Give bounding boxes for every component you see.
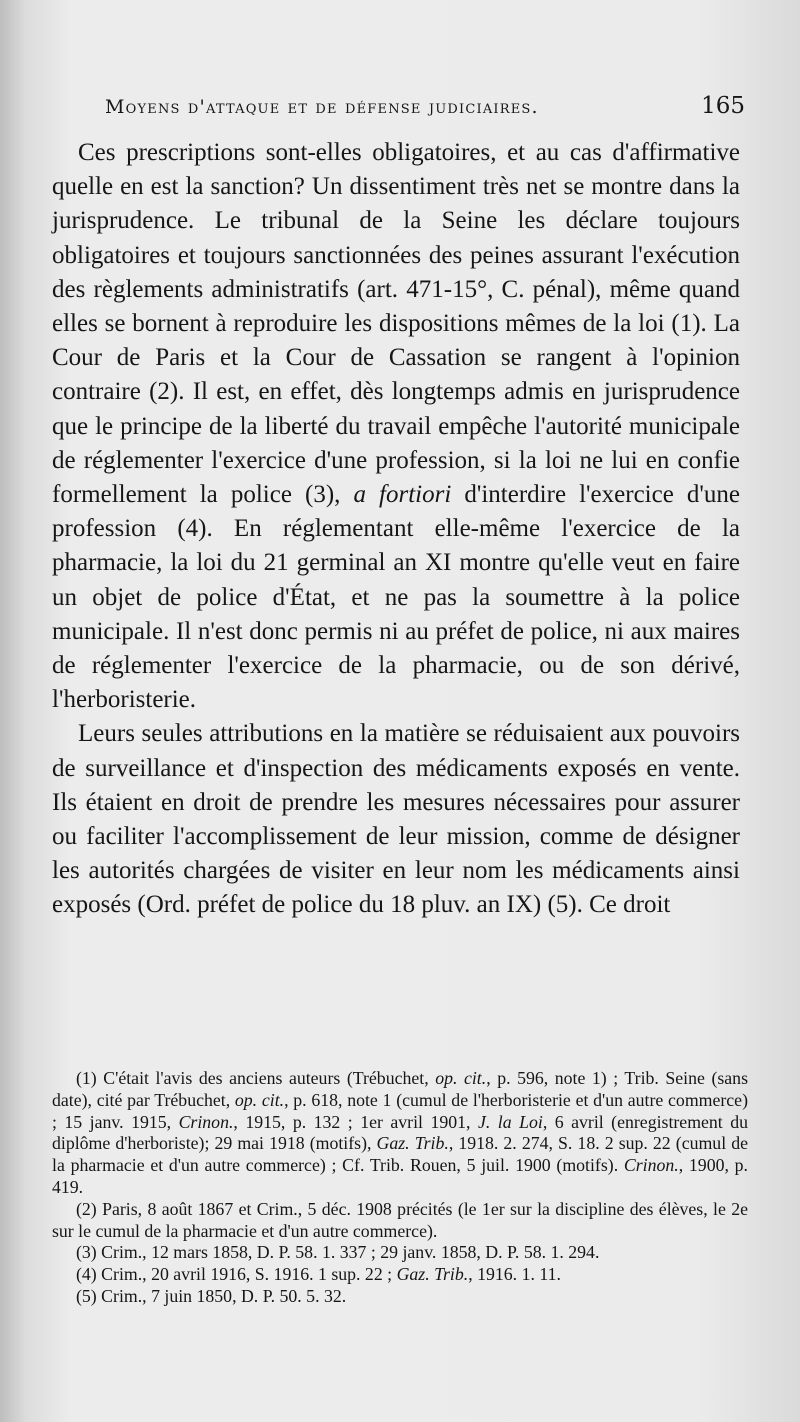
fn1-part: , p. 618, note 1 (cumul de l'herboristerie et d'un autre commerce) ; 15 janv. 1915, <box>52 1089 748 1132</box>
paragraph-1-tail: d'interdire l'exercice d'une profession (4). En réglementant elle-même l'exercice de la pharmacie, la loi du 21 germinal an XI montre qu'elle veut en faire un objet de police d'État, et ne pas la soumettre à la police municipale. Il n'est donc permis ni au préfet de police, ni aux maires de réglementer l'exercice de la pharmacie, ou de son dérivé, l'herboristerie. <box>52 481 740 714</box>
fn1-part: , p. 596, note 1) ; Trib. Seine (sans date), cité par Trébuchet, <box>52 1068 748 1110</box>
fn1-part: , 1918. 2. 274, S. 18. 2 sup. 22 (cumul de la pharmacie et d'un autre commerce) ; Cf. Trib. Rouen, 5 juil. 1900 (motifs). <box>52 1133 748 1176</box>
fn1-part: , 1900, p. 419. <box>52 1155 748 1197</box>
main-text <box>52 136 740 923</box>
fn1-italic: Crinon. <box>178 1111 234 1132</box>
footnotes <box>52 1068 748 1308</box>
footnote-1 <box>52 1068 748 1199</box>
footnote-2: (2) Paris, 8 août 1867 et Crim., 5 déc. 1908 précités (le 1er sur la discipline des élèves, le 2e sur le cumul de la pharmacie et d'un autre commerce). <box>52 1198 748 1241</box>
fn1-italic: op. cit. <box>435 1068 487 1088</box>
footnote-4 <box>52 1264 748 1286</box>
running-header <box>105 93 745 119</box>
footnote-5: (5) Crim., 7 juin 1850, D. P. 50. 5. 32. <box>76 1285 347 1306</box>
footnote-3: (3) Crim., 12 mars 1858, D. P. 58. 1. 337 ; 29 janv. 1858, D. P. 58. 1. 294. <box>76 1242 600 1263</box>
a-fortiori-italic: a fortiori <box>353 481 452 509</box>
fn1-part: (1) C'était l'avis des anciens auteurs (Trébuchet, <box>76 1068 436 1088</box>
paragraph-1-text: Ces prescriptions sont-elles obligatoires, et au cas d'affirmative quelle en est la sanction? Un dissentiment très net se montre dans la jurisprudence. Le tribunal de la Seine les déclare toujours obligatoires et toujours sanctionnées des peines assurant l'exécution des règlements administratifs (art. 471-15°, C. pénal), même quand elles se bornent à reproduire les dispositions mêmes de la loi (1). La Cour de Paris et la Cour de Cassation se rangent à l'opinion contraire (2). Il est, en effet, dès longtemps admis en jurisprudence que le principe de la liberté du travail empêche l'autorité municipale de réglementer l'exercice d'une profession, si la loi ne lui en confie formellement la police (3), <box>52 139 740 509</box>
fn1-italic: op. cit. <box>234 1089 285 1110</box>
fn4-part: , 1916. 1. 11. <box>468 1264 561 1285</box>
paragraph-2: Leurs seules attributions en la matière se réduisaient aux pouvoirs de surveillance et d'inspection des médicaments exposés en vente. Ils étaient en droit de prendre les mesures nécessaires pour assurer ou faciliter l'accomplissement de leur mission, comme de désigner les autorités chargées de visiter en leur nom les médicaments ainsi exposés (Ord. préfet de police du 18 pluv. an IX) (5). Ce droit <box>52 720 740 919</box>
fn1-italic: J. la Loi <box>477 1111 543 1132</box>
fn4-part: (4) Crim., 20 avril 1916, S. 1916. 1 sup. 22 ; <box>76 1264 397 1285</box>
fn4-italic: Gaz. Trib. <box>396 1264 469 1285</box>
fn1-italic: Crinon. <box>623 1155 679 1176</box>
fn1-part: , 6 avril (enregistrement du diplôme d'herboriste); 29 mai 1918 (motifs), <box>52 1111 749 1154</box>
fn1-italic: Gaz. Trib. <box>376 1133 449 1154</box>
page-number: 165 <box>701 93 745 119</box>
running-title: Moyens d'attaque et de défense judiciaires. <box>105 96 539 118</box>
fn1-part: , 1915, p. 132 ; 1er avril 1901, <box>233 1111 478 1132</box>
paragraph-1 <box>52 136 740 717</box>
